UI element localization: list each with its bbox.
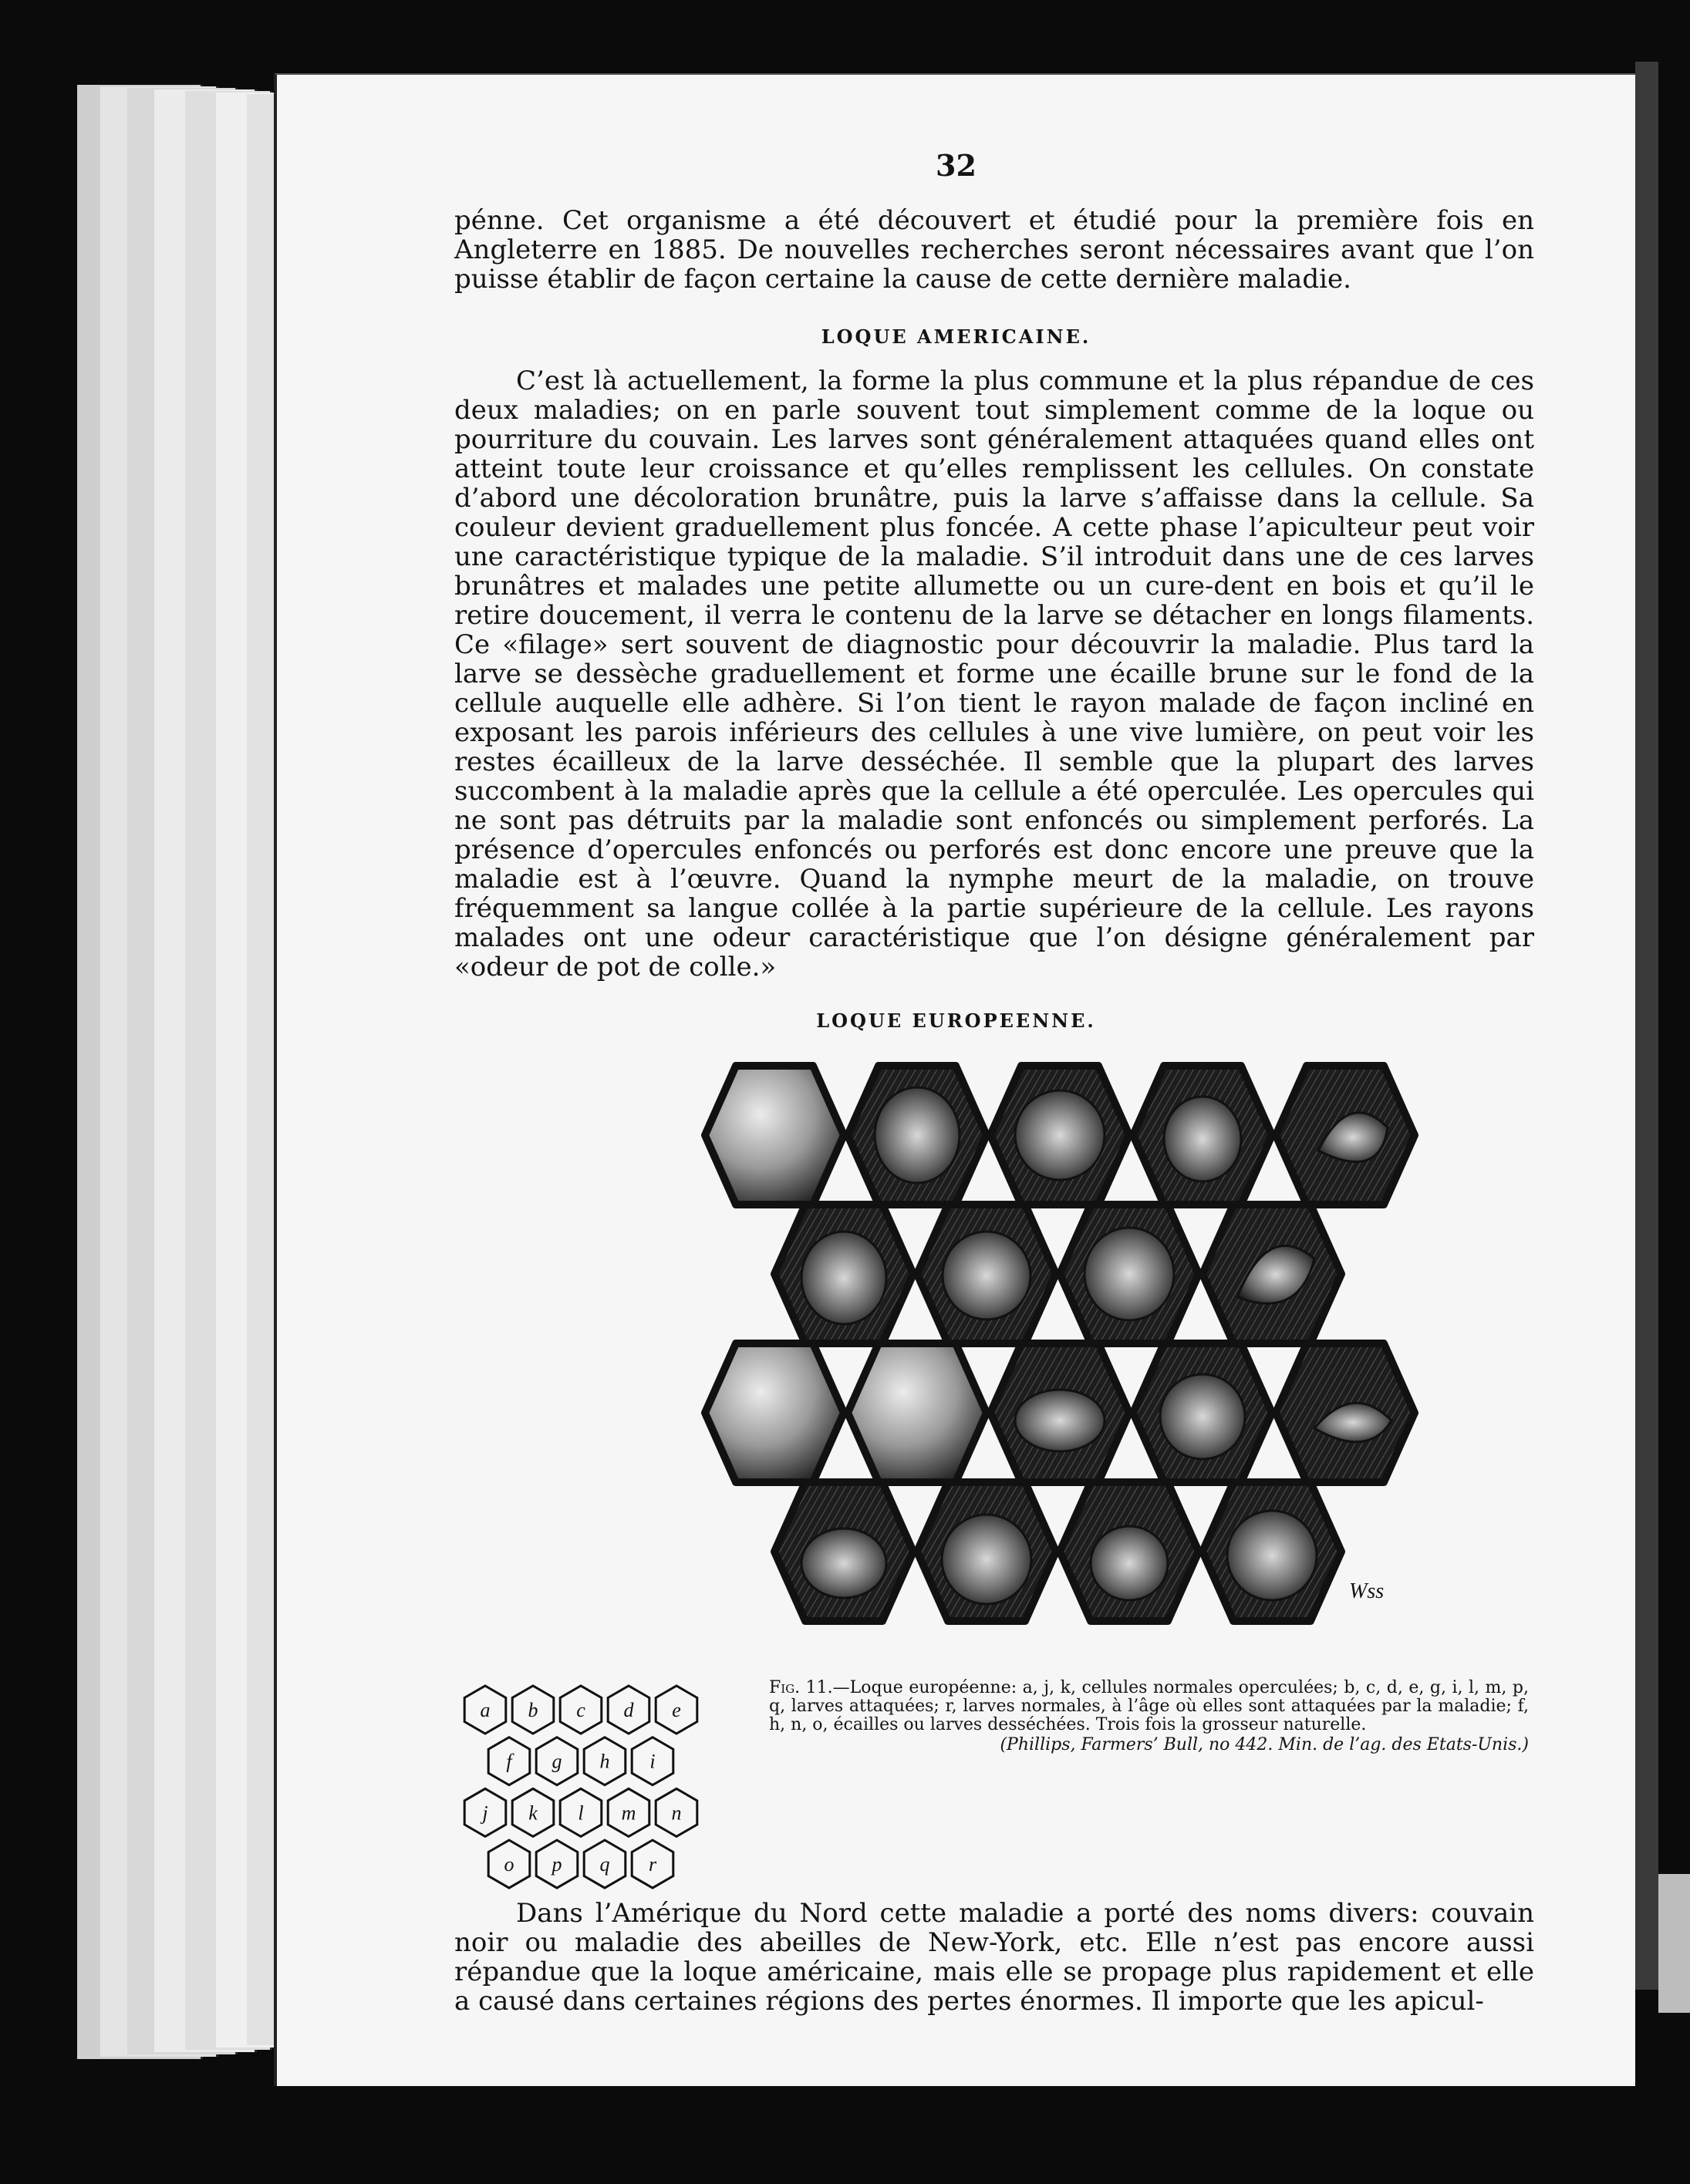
artist-signature: Wss	[1349, 1579, 1385, 1603]
american-paragraph: C’est là actuellement, la forme la plus commune et la plus répandue de ces deux maladies; on en parle souvent tout simplement comme de la loque ou pourriture du couvain. Les larves sont généralement attaquées quand elles ont atteint toute leur croissance et qu’elles remplissent les cellules. On constate d’abord une décoloration brunâtre, puis la larve s’affaisse dans la cellule. Sa couleur devient graduellement plus foncée. A cette phase l’apiculteur peut voir une caractéristique typique de la maladie. S’il introduit dans une de ces larves brunâtres et malades une petite allumette ou un cure-dent en bois et qu’il le retire doucement, il verra le contenu de la larve se détacher en longs filaments. Ce «filage» sert souvent de diagnostic pour découvrir la maladie. Plus tard la larve se dessèche graduellement et forme une écaille brune sur le fond de la cellule auquelle elle adhère. Si l’on tient le rayon malade de façon incliné en exposant les parois inférieurs des cellules à une vive lumière, on peut voir les restes écailleux de la larve desséchée. Il semble que la plupart des larves succombent à la maladie après que la cellule a été operculée. Les opercules qui ne sont pas détruits par la maladie sont enfoncés ou simplement perforés. La présence d’opercules enfoncés ou perforés est donc encore une preuve que la maladie est à l’œuvre. Quand la nymphe meurt de la maladie, on trouve fréquemment sa langue collée à la partie supérieure de la cellule. Les rayons malades ont une odeur caractéristique que l’on désigne généralement par «odeur de pot de colle.»	[454, 366, 1534, 982]
honeycomb-illustration	[651, 1058, 1422, 1633]
key-letter: j	[482, 1801, 488, 1825]
key-letter: c	[576, 1699, 585, 1721]
key-letter: m	[621, 1801, 636, 1825]
figure-caption-source: (Phillips, Farmers’ Bull, no 442. Min. de l’ag. des Etats-Unis.)	[1000, 1735, 1529, 1754]
figure-key-diagram	[458, 1679, 705, 1910]
key-letter: p	[552, 1853, 562, 1876]
key-letter: b	[528, 1699, 538, 1721]
page-clip	[1658, 1874, 1690, 2013]
book-page	[274, 73, 1635, 2086]
key-letter: d	[623, 1699, 634, 1721]
intro-paragraph: pénne. Cet organisme a été découvert et étudié pour la première fois en Angleterre en 1885. De nouvelles recherches seront nécessaires avant que l’on puisse établir de façon certaine la cause de cette dernière maladie.	[454, 205, 1534, 295]
key-letter: g	[552, 1750, 562, 1773]
key-letter: i	[649, 1750, 656, 1773]
key-letter: f	[506, 1750, 512, 1773]
book-spine-shadow	[1635, 62, 1658, 1990]
figure-caption	[769, 1679, 1529, 1754]
key-letter: n	[671, 1801, 682, 1825]
page-number: 32	[936, 148, 977, 183]
key-letter: e	[672, 1699, 681, 1721]
american-paragraph-block	[454, 366, 1534, 982]
key-letter: l	[578, 1801, 584, 1825]
key-letter: q	[599, 1853, 610, 1876]
heading-loque-americaine: LOQUE AMERICAINE.	[821, 325, 1091, 348]
intro-paragraph-block	[454, 206, 1534, 294]
figure-caption-label: Fig. 11.	[769, 1678, 833, 1697]
figure-caption-text: —Loque européenne: a, j, k, cellules normales operculées; b, c, d, e, g, i, l, m, p, q, larves attaquées; r, larves normales, à l’âge où elles sont attaquées par la maladie; f, h, n, o, écailles ou larves desséchées. Trois fois la grosseur naturelle.	[769, 1678, 1529, 1734]
key-letter: r	[648, 1853, 657, 1876]
european-paragraph-block	[454, 1899, 1534, 2016]
key-letter: a	[480, 1699, 491, 1721]
key-letter: k	[528, 1801, 538, 1825]
key-letter: o	[504, 1853, 514, 1876]
heading-loque-europeenne: LOQUE EUROPEENNE.	[816, 1009, 1096, 1032]
european-paragraph: Dans l’Amérique du Nord cette maladie a porté des noms divers: couvain noir ou maladie des abeilles de New-York, etc. Elle n’est pas encore aussi répandue que la loque américaine, mais elle se propage plus rapidement et elle a causé dans certaines régions des pertes énormes. Il importe que les apicul-	[454, 1898, 1534, 2017]
key-letter: h	[599, 1750, 610, 1773]
